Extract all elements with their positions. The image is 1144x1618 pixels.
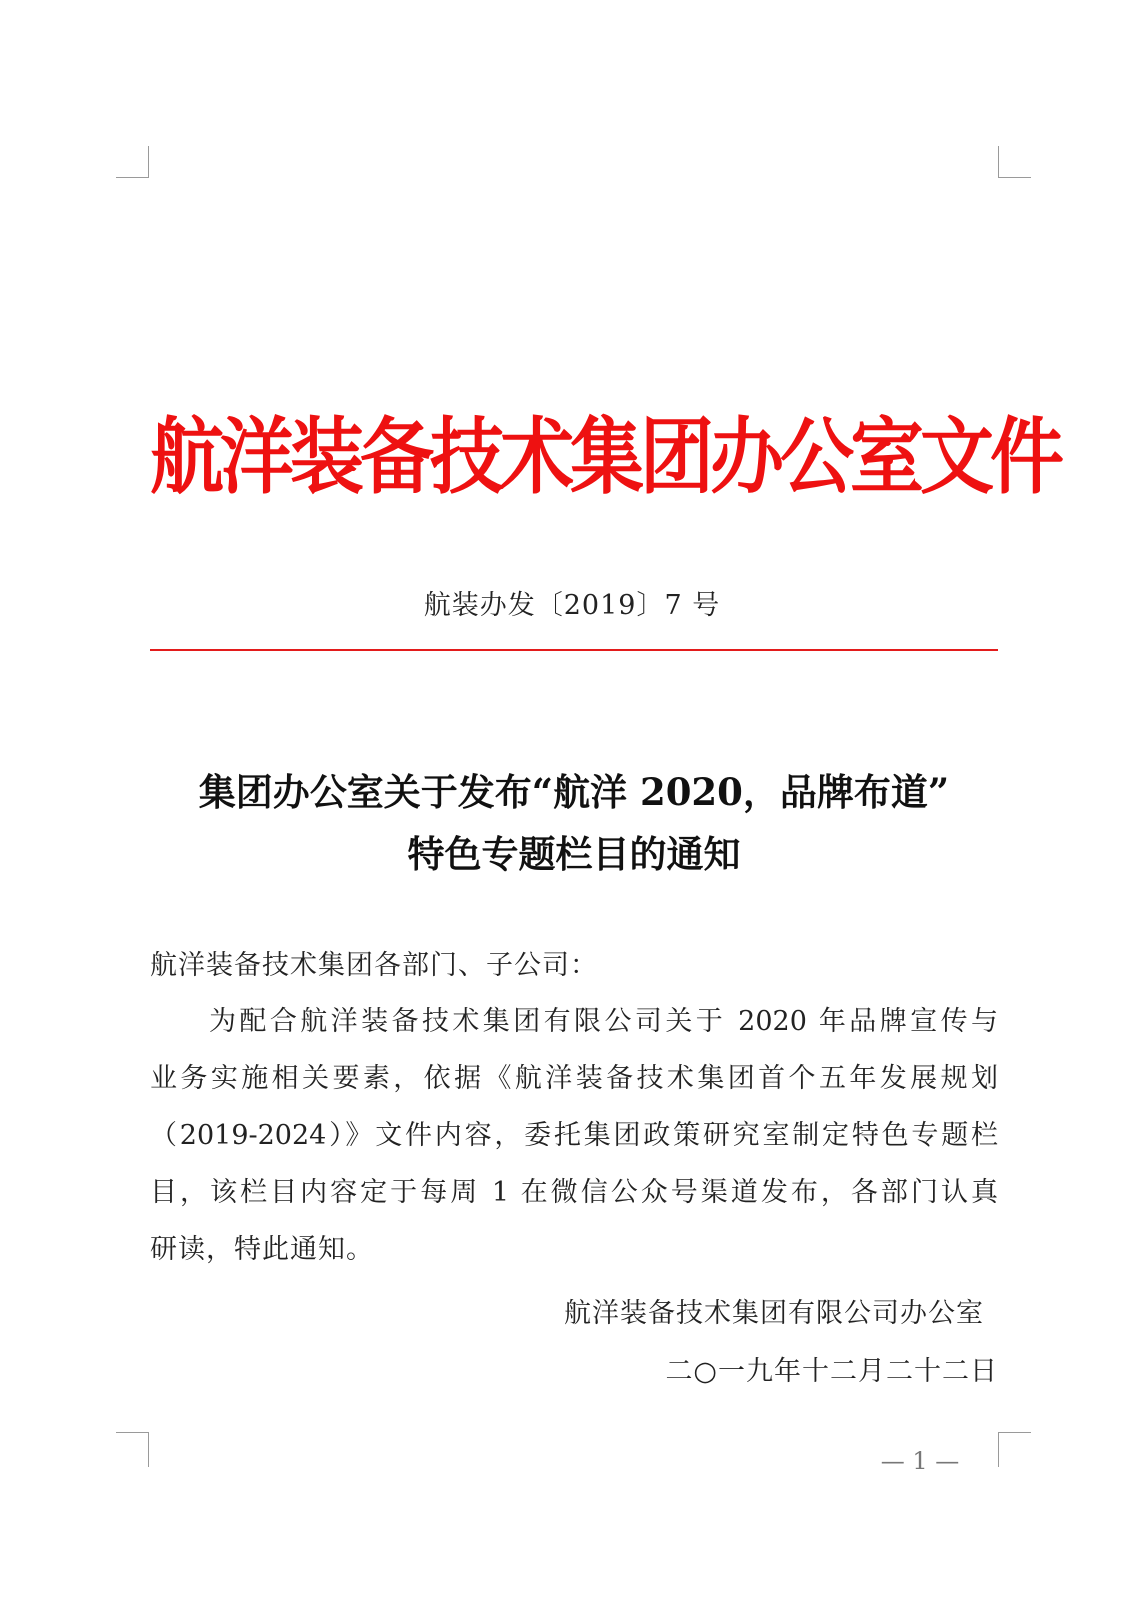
crop-mark-bottom-left: [116, 1432, 149, 1467]
issuer-signature: 航洋装备技术集团有限公司办公室: [564, 1298, 984, 1329]
crop-mark-bottom-right: [998, 1432, 1031, 1467]
salutation: 航洋装备技术集团各部门、子公司：: [150, 950, 598, 981]
body-line: 研读，特此通知。: [150, 1234, 374, 1265]
body-line: 为配合航洋装备技术集团有限公司关于 2020 年品牌宣传与: [209, 1006, 998, 1037]
body-line: 目，该栏目内容定于每周 1 在微信公众号渠道发布，各部门认真: [150, 1177, 998, 1208]
issue-date: 二○一九年十二月二十二日: [665, 1356, 998, 1387]
page-number: — 1 —: [880, 1447, 960, 1475]
notice-title-line-2: 特色专题栏目的通知: [407, 832, 741, 876]
document-masthead: 航洋装备技术集团办公室文件: [150, 409, 1060, 506]
masthead-red-rule: [150, 649, 998, 651]
body-line: 业务实施相关要素，依据《航洋装备技术集团首个五年发展规划: [150, 1063, 998, 1094]
document-number: 航装办发〔2019〕7 号: [423, 590, 721, 621]
body-line: （2019-2024）》文件内容，委托集团政策研究室制定特色专题栏: [150, 1120, 998, 1151]
crop-mark-top-left: [116, 146, 149, 178]
notice-title-line-1: 集团办公室关于发布“航洋 2020，品牌布道”: [198, 770, 950, 814]
crop-mark-top-right: [998, 146, 1031, 178]
